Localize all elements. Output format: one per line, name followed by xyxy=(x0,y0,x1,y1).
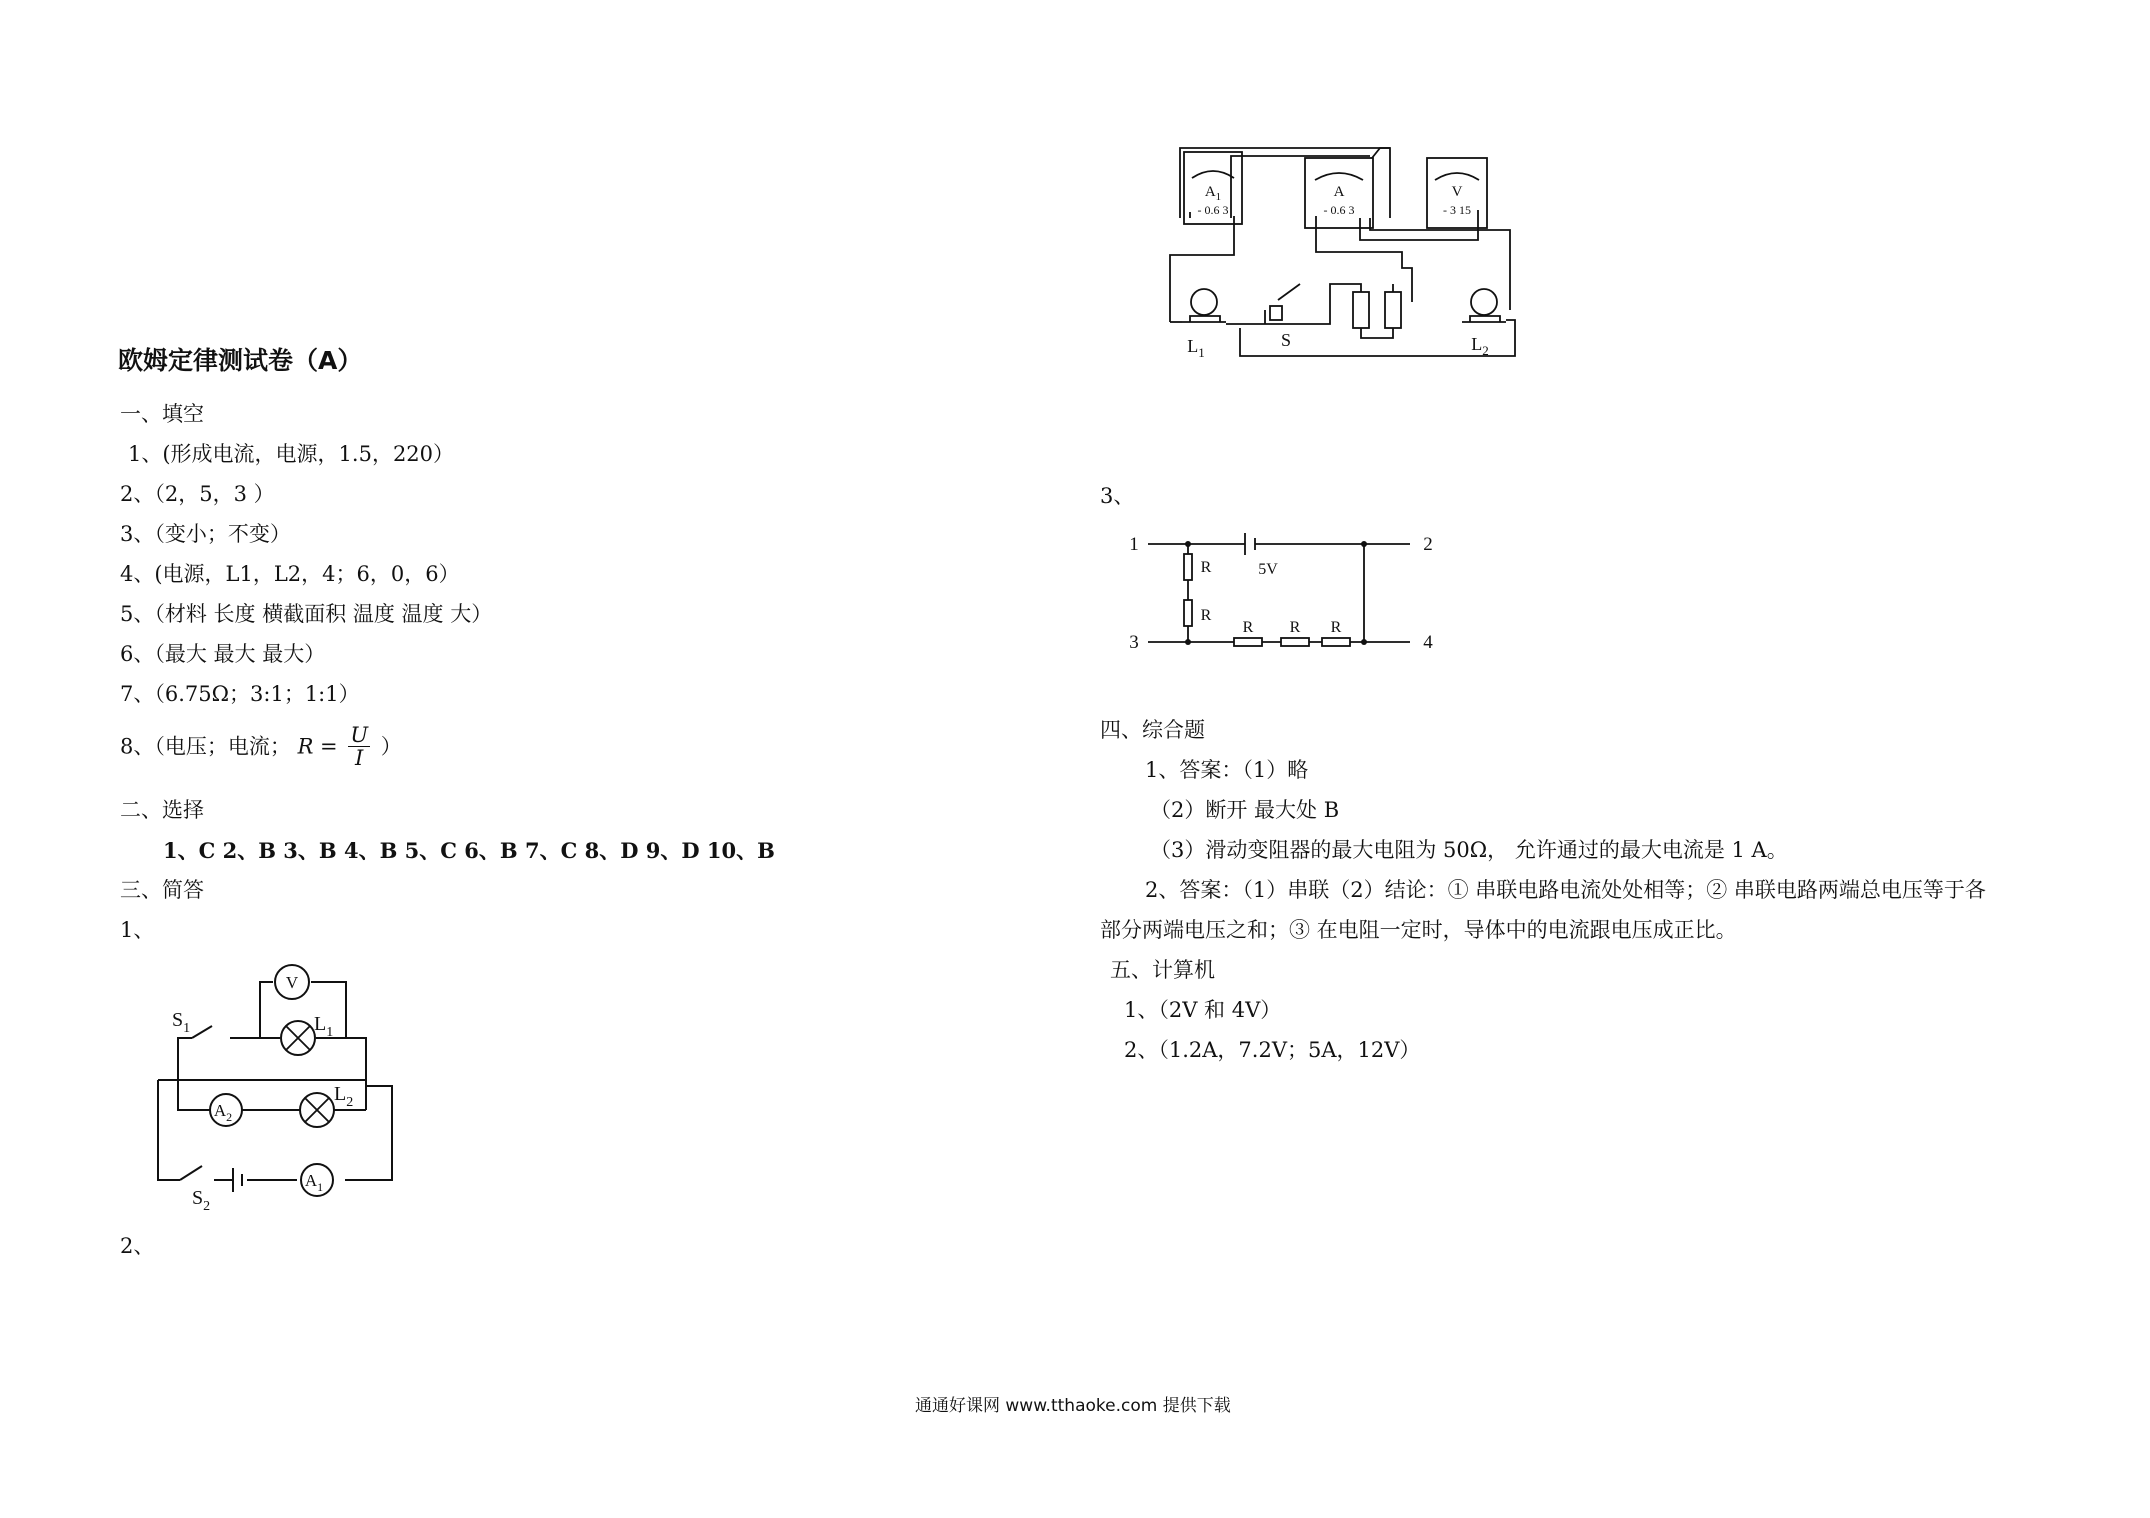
resistor-label-bottom-3: R xyxy=(1330,619,1342,636)
answer-q5: 5、（材料 长度 横截面积 温度 温度 大） xyxy=(120,602,493,626)
lamp-l2-label: $L_2$ xyxy=(334,1083,354,1110)
ammeter-a1-scale: - 0.6 3 xyxy=(1197,203,1229,217)
resistor-label-bottom-1: R xyxy=(1242,619,1254,636)
calculation-answer-2: 2、（1.2A，7.2V；5A，12V） xyxy=(1124,1038,1421,1062)
choice-answers: 1、C 2、B 3、B 4、B 5、C 6、B 7、C 8、D 9、D 10、B xyxy=(163,838,775,863)
answer-q6: 6、（最大 最大 最大） xyxy=(120,642,326,666)
battery-label: 5V xyxy=(1258,561,1278,578)
calculation-answer-1: 1、（2V 和 4V） xyxy=(1124,998,1282,1022)
ammeter-a-dial-label: A xyxy=(1333,184,1345,200)
formula-denominator: I xyxy=(355,746,364,771)
resistor-r-bottom-1 xyxy=(1234,638,1262,646)
answer-q3: 3、（变小；不变） xyxy=(120,522,291,546)
page-title: 欧姆定律测试卷（A） xyxy=(118,346,363,375)
node-4-label: 4 xyxy=(1423,632,1433,653)
ammeter-a1-label: $A_1$ xyxy=(304,1171,324,1194)
resistor-r-top xyxy=(1184,554,1192,580)
voltmeter-label: V xyxy=(285,973,299,992)
short-answer-2-label: 2、 xyxy=(120,1234,155,1258)
formula-numerator: U xyxy=(350,723,369,747)
answer-q4: 4、(电源，L1，L2，4；6，0，6） xyxy=(120,562,460,586)
section-heading-fill-blank: 一、填空 xyxy=(120,402,204,426)
meter-lamp-l1-label: $L_1$ xyxy=(1187,336,1205,360)
node-2-label: 2 xyxy=(1423,534,1433,555)
resistor-label-middle: R xyxy=(1200,607,1212,624)
voltmeter-dial-label: V xyxy=(1451,184,1463,200)
answer-q7: 7、（6.75Ω；3:1；1:1） xyxy=(120,682,360,706)
voltmeter-scale: - 3 15 xyxy=(1443,203,1471,217)
short-answer-1-label: 1、 xyxy=(120,918,155,942)
resistor-label-bottom-2: R xyxy=(1289,619,1301,636)
section-heading-comprehensive: 四、综合题 xyxy=(1100,718,1205,742)
comprehensive-answer-1-line-1: 1、答案：（1）略 xyxy=(1145,758,1309,782)
node-3-label: 3 xyxy=(1129,632,1139,653)
resistor-r-middle xyxy=(1184,600,1192,626)
node-1-label: 1 xyxy=(1129,534,1139,555)
switch-s1-label: $S_1$ xyxy=(172,1009,191,1036)
section-heading-short-answer: 三、简答 xyxy=(120,878,204,902)
formula-lhs: R = xyxy=(297,734,338,759)
page-footer: 通通好课网 www.tthaoke.com 提供下载 xyxy=(915,1396,1231,1416)
comprehensive-answer-2-line-2: 部分两端电压之和；③ 在电阻一定时，导体中的电流跟电压成正比。 xyxy=(1100,918,1737,942)
resistor-r-bottom-2 xyxy=(1281,638,1309,646)
resistor-label-top: R xyxy=(1200,559,1212,576)
comprehensive-answer-2-line-1: 2、答案：（1）串联（2）结论：① 串联电路电流处处相等；② 串联电路两端总电压等于各 xyxy=(1145,878,1986,902)
short-answer-3-label: 3、 xyxy=(1100,484,1135,508)
answer-q1: 1、(形成电流，电源，1.5，220） xyxy=(128,442,455,466)
answer-q8-prefix: 8、（电压；电流； xyxy=(120,734,291,759)
switch-s2-label: $S_2$ xyxy=(192,1187,211,1214)
comprehensive-answer-1-line-2 xyxy=(1150,800,1339,821)
meter-switch-label: S xyxy=(1280,330,1292,350)
comprehensive-answer-1-line-2-text: （2）断开 最大处 B xyxy=(1150,798,1340,822)
ammeter-a-scale: - 0.6 3 xyxy=(1323,203,1355,217)
ammeter-a1-dial-label: $A_1$ xyxy=(1204,184,1222,203)
resistor-r-bottom-3 xyxy=(1322,638,1350,646)
ammeter-a2-label: $A_2$ xyxy=(213,1101,233,1124)
comprehensive-answer-1-line-3: （3）滑动变阻器的最大电阻为 50Ω， 允许通过的最大电流是 1 A。 xyxy=(1150,838,1788,862)
lamp-l1-label: $L_1$ xyxy=(314,1013,334,1040)
section-heading-choice: 二、选择 xyxy=(120,798,204,822)
answer-q8-suffix: ） xyxy=(380,734,402,759)
section-heading-calculation: 五、计算机 xyxy=(1110,958,1215,982)
meter-lamp-l2-label: $L_2$ xyxy=(1471,334,1489,358)
answer-q2: 2、（2，5，3 ） xyxy=(120,482,275,506)
